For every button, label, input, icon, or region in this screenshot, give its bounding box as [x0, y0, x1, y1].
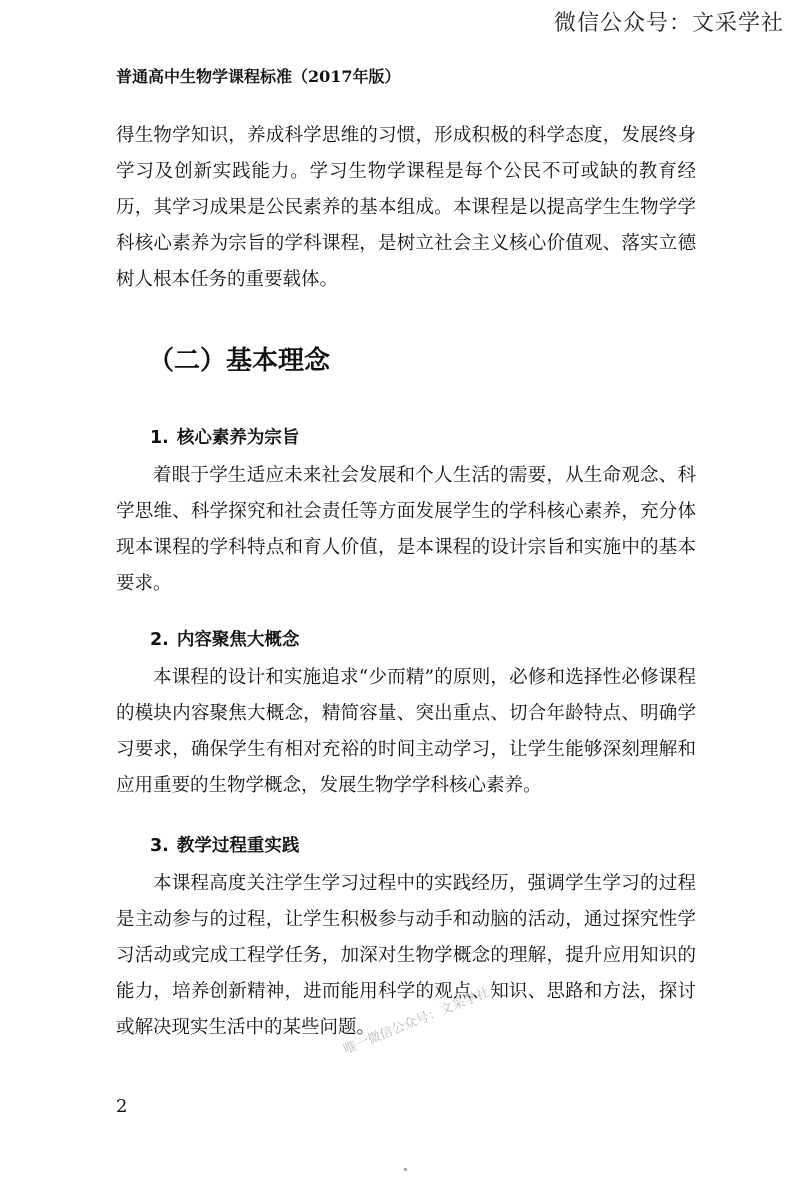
scan-dot	[404, 1168, 407, 1171]
subheading-number: 2.	[150, 630, 169, 650]
section-heading: （二）基本理念	[148, 346, 331, 376]
subheading-2	[150, 626, 299, 651]
paragraph-2: 本课程的设计和实施追求“少而精”的原则，必修和选择性必修课程的模块内容聚焦大概念，精简容量、突出重点、切合年龄特点、明确学习要求，确保学生有相对充裕的时间主动学习，让学生能够深刻理解和应用重要的生物学概念，发展生物学学科核心素养。	[116, 667, 696, 796]
subheading-3	[150, 832, 299, 857]
paragraph-1: 着眼于学生适应未来社会发展和个人生活的需要，从生命观念、科学思维、科学探究和社会责任等方面发展学生的学科核心素养，充分体现本课程的学科特点和育人价值，是本课程的设计宗旨和实施中的基本要求。	[116, 465, 696, 594]
subheading-number: 1.	[150, 428, 169, 448]
subheading-title: 教学过程重实践	[176, 836, 300, 856]
page-number: 2	[116, 1096, 128, 1117]
running-header: 普通高中生物学课程标准（2017年版）	[116, 67, 401, 86]
subheading-number: 3.	[150, 836, 169, 856]
subheading-1	[150, 424, 299, 449]
subheading-title: 核心素养为宗旨	[176, 428, 300, 448]
paragraph-3: 本课程高度关注学生学习过程中的实践经历，强调学生学习的过程是主动参与的过程，让学生积极参与动手和动脑的活动，通过探究性学习活动或完成工程学任务，加深对生物学概念的理解，提升应用知识的能力，培养创新精神，进而能用科学的观点、知识、思路和方法，探讨或解决现实生活中的某些问题。	[116, 873, 696, 1038]
intro-paragraph: 得生物学知识，养成科学思维的习惯，形成积极的科学态度，发展终身学习及创新实践能力。学习生物学课程是每个公民不可或缺的教育经历，其学习成果是公民素养的基本组成。本课程是以提高学生生物学学科核心素养为宗旨的学科课程，是树立社会主义核心价值观、落实立德树人根本任务的重要载体。	[116, 125, 696, 290]
watermark-top: 微信公众号：文采学社	[553, 11, 784, 36]
subheading-title: 内容聚焦大概念	[176, 630, 300, 650]
diagonal-watermark: 唯一微信公众号：文采学社	[341, 985, 492, 1058]
